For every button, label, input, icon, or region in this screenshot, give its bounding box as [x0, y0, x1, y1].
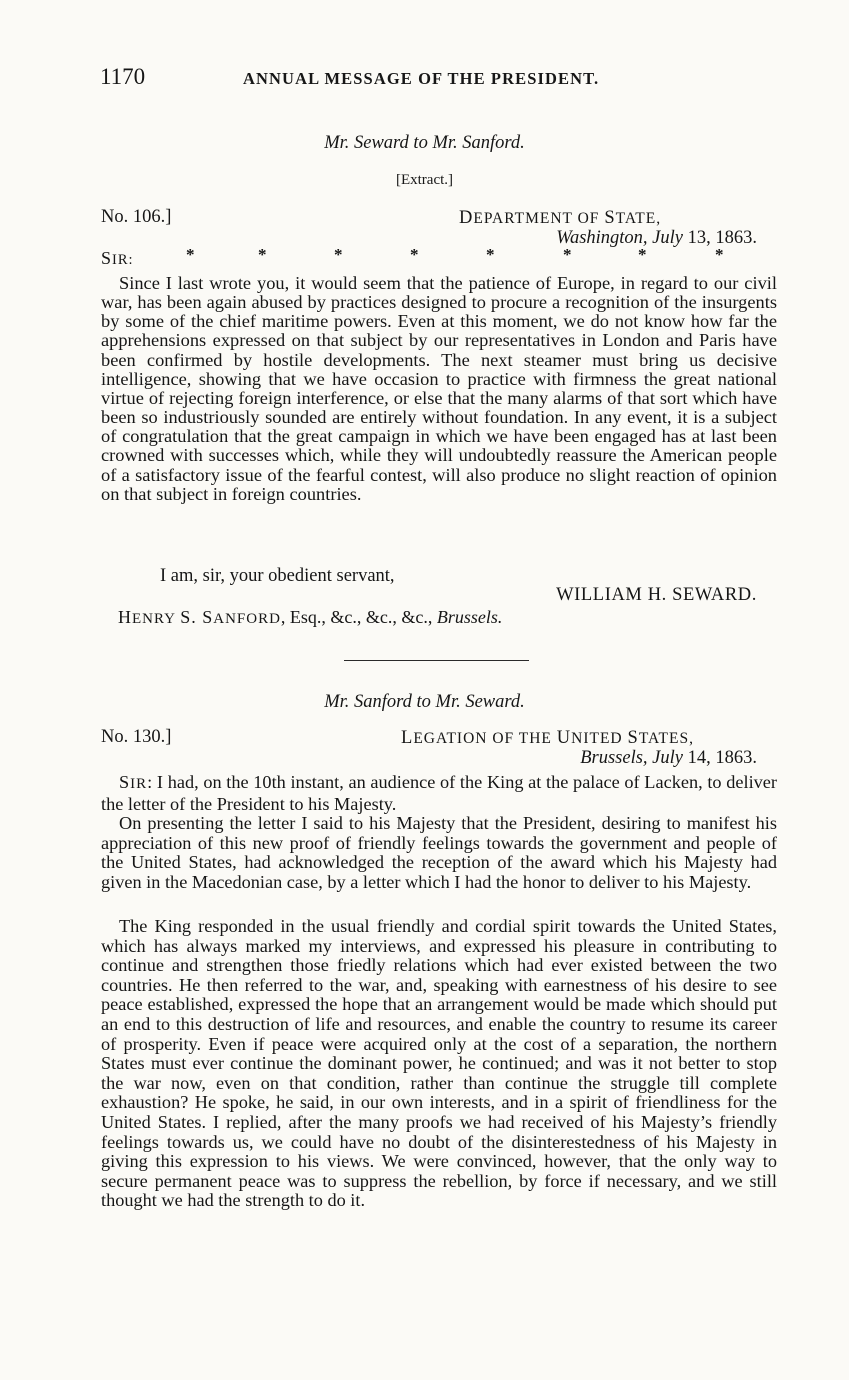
- ellipsis-star: *: [715, 245, 724, 264]
- closing-line: I am, sir, your obedient servant,: [160, 566, 395, 586]
- ellipsis-star: *: [258, 245, 267, 264]
- legation-of-united-states: LEGATION OF THE UNITED STATES,: [401, 728, 694, 748]
- salutation: SIR:: [101, 248, 134, 268]
- extract-note: [Extract.]: [395, 172, 454, 188]
- page-number: 1170: [100, 64, 146, 89]
- letter-paragraph: SIR: I had, on the 10th instant, an audience of the King at the palace of Lacken, to deliver the letter of the President to his Majesty.: [101, 772, 777, 814]
- letter-paragraph: The King responded in the usual friendly and cordial spirit towards the United States, which has always marked my interviews, and expressed his pleasure in contributing to continue and strengthen those friedly relations which had ever existed between the two countries. He then referred to the war, and, speaking with earnestness of his desire to see peace established, expressed the hope that an arrangement would be made which should put an end to this destruction of life and resources, and enable the country to resume its career of prosperity. Even if peace were acquired only at the cost of a separation, the northern States must ever continue the dominant power, he continued; and was it not better to stop the war now, even on that condition, rather than continue the struggle till complete exhaustion? He spoke, he said, in our own interests, and in a spirit of friendliness for the United States. I replied, after the many proofs we had received of his Majesty’s friendly feelings towards us, we could have no doubt of the disinterestedness of his Majesty in giving this expression to his views. We were convinced, however, that the only way to secure permanent peace was to suppress the rebellion, by force if necessary, and we still thought we had the strength to do it.: [101, 916, 777, 1211]
- addressee: HENRY S. SANFORD, Esq., &c., &c., &c., Brussels.: [118, 607, 503, 627]
- letter-date: Washington, July 13, 1863.: [556, 228, 757, 248]
- running-title: ANNUAL MESSAGE OF THE PRESIDENT.: [243, 69, 600, 88]
- department-of-state: DEPARTMENT OF STATE,: [459, 208, 662, 228]
- ellipsis-star: *: [486, 245, 495, 264]
- letter-paragraph: On presenting the letter I said to his Majesty that the President, desiring to manifest his appreciation of this new proof of friendly feelings towards the government and people of the United States, had acknowledged the reception of the award which his Majesty had given in the Macedonian case, by a letter which I had the honor to deliver to his Majesty.: [101, 813, 777, 892]
- section-divider: [344, 660, 529, 661]
- letter-body: Since I last wrote you, it would seem that the patience of Europe, in regard to our civil war, has been again abused by practices designed to procure a recognition of the insurgents by some of the chief maritime powers. Even at this moment, we do not know how far the apprehensions expressed on that subject by our representatives in London and Paris have been confirmed by hostile developments. The next steamer must bring us decisive intelligence, showing that we have occasion to practice with firmness the great national virtue of rejecting foreign interference, or else that the many alarms of that sort which have been so industriously sounded are entirely without foundation. In any event, it is a subject of congratulation that the great campaign in which we have been engaged has at last been crowned with successes which, while they will undoubtedly reassure the American people of a satisfactory issue of the fearful contest, will also produce no slight reaction of opinion on that subject in foreign countries.: [101, 273, 777, 504]
- letter-heading: Mr. Sanford to Mr. Seward.: [324, 692, 525, 712]
- ellipsis-star: *: [186, 245, 195, 264]
- ellipsis-star: *: [410, 245, 419, 264]
- page-header: [100, 64, 760, 94]
- document-number: No. 130.]: [101, 727, 172, 747]
- ellipsis-star: *: [563, 245, 572, 264]
- signature: WILLIAM H. SEWARD.: [556, 585, 757, 605]
- ellipsis-star: *: [334, 245, 343, 264]
- salutation-row: [101, 245, 761, 267]
- ellipsis-star: *: [638, 245, 647, 264]
- letter-heading: Mr. Seward to Mr. Sanford.: [324, 133, 525, 153]
- letter-date: Brussels, July 14, 1863.: [580, 748, 757, 768]
- document-number: No. 106.]: [101, 207, 172, 227]
